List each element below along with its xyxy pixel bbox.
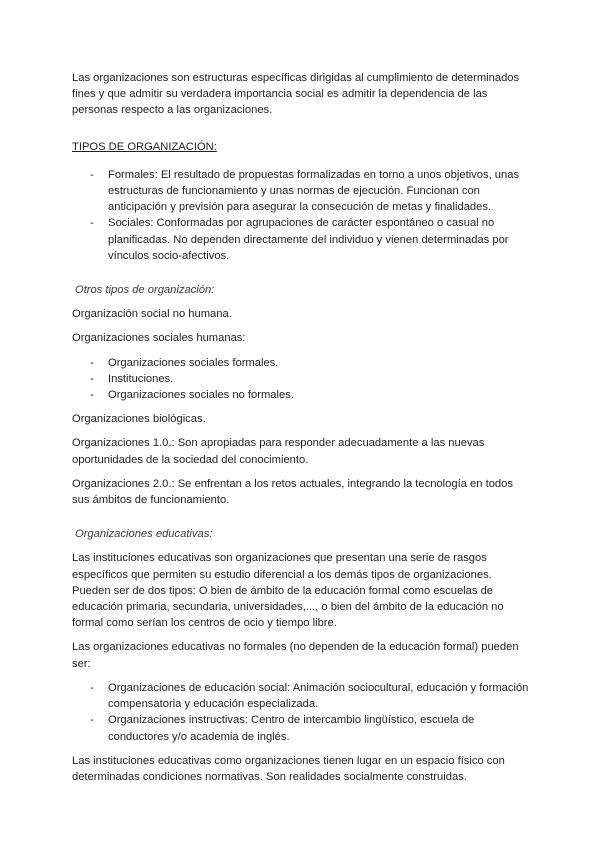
v1-paragraph: Organizaciones 1.0.: Son apropiadas para responder adecuadamente a las nuevas oportunidades de la sociedad del conocimiento. xyxy=(72,437,485,466)
educ-list xyxy=(72,680,532,745)
otros-heading: Otros tipos de organización: xyxy=(75,284,215,297)
tipos-list xyxy=(72,167,532,264)
list-item: - Organizaciones sociales formales. xyxy=(90,356,279,369)
noformales-paragraph: Las organizaciones educativas no formales (no dependen de la educación formal) pueden ser: xyxy=(72,641,519,670)
final-paragraph: Las instituciones educativas como organizaciones tienen lugar en un espacio físico con determinadas condiciones normativas. Son realidades socialmente construidas. xyxy=(72,754,505,783)
document-page xyxy=(72,70,532,793)
list-item: - Formales: El resultado de propuestas formalizadas en torno a unos objetivos, unas estructuras de funcionamiento y unas normas de ejecución. Funcionan con anticipación y previsión para asegurar la consecución de metas y finalidades. xyxy=(90,168,520,214)
list-item: - Sociales: Conformadas por agrupaciones de carácter espontáneo o casual no planificadas. No dependen directamente del individuo y vienen determinadas por vínculos socio-afectivos. xyxy=(90,217,509,262)
educ-heading: Organizaciones educativas: xyxy=(75,528,213,541)
no-humana-paragraph: Organización social no humana. xyxy=(72,308,232,321)
list-item: - Instituciones. xyxy=(90,372,174,385)
intro-paragraph: Las organizaciones son estructuras específicas dirigidas al cumplimiento de determinados fines y que admitir su verdadera importancia social es admitir la dependencia de las personas respecto a las organizaciones. xyxy=(72,72,520,117)
v2-paragraph: Organizaciones 2.0.: Se enfrentan a los retos actuales, integrando la tecnología en todos sus ámbitos de funcionamiento. xyxy=(72,477,513,507)
tipos-heading: TIPOS DE ORGANIZACIÓN: xyxy=(72,140,217,153)
biologicas-paragraph: Organizaciones biológicas. xyxy=(72,413,206,426)
humanas-list xyxy=(72,355,532,404)
list-item: - Organizaciones de educación social: Animación sociocultural, educación y formación compensatoria y educación especializada. xyxy=(90,681,529,711)
inst-paragraph: Las instituciones educativas son organizaciones que presentan una serie de rasgos específicos que permiten su estudio diferencial a los demás tipos de organizaciones. Pueden ser de dos tipos: O bien de ámbito de la educación formal como escuelas de educación primaria, secundaria, universidades,..., o bien del ámbito de la educación no formal como serían los centros de ocio y tiempo libre. xyxy=(72,552,504,630)
list-item: - Organizaciones instructivas: Centro de intercambio lingüístico, escuela de conductores y/o academia de inglés. xyxy=(90,714,475,743)
humanas-paragraph: Organizaciones sociales humanas: xyxy=(72,332,246,345)
list-item: - Organizaciones sociales no formales. xyxy=(90,389,294,402)
